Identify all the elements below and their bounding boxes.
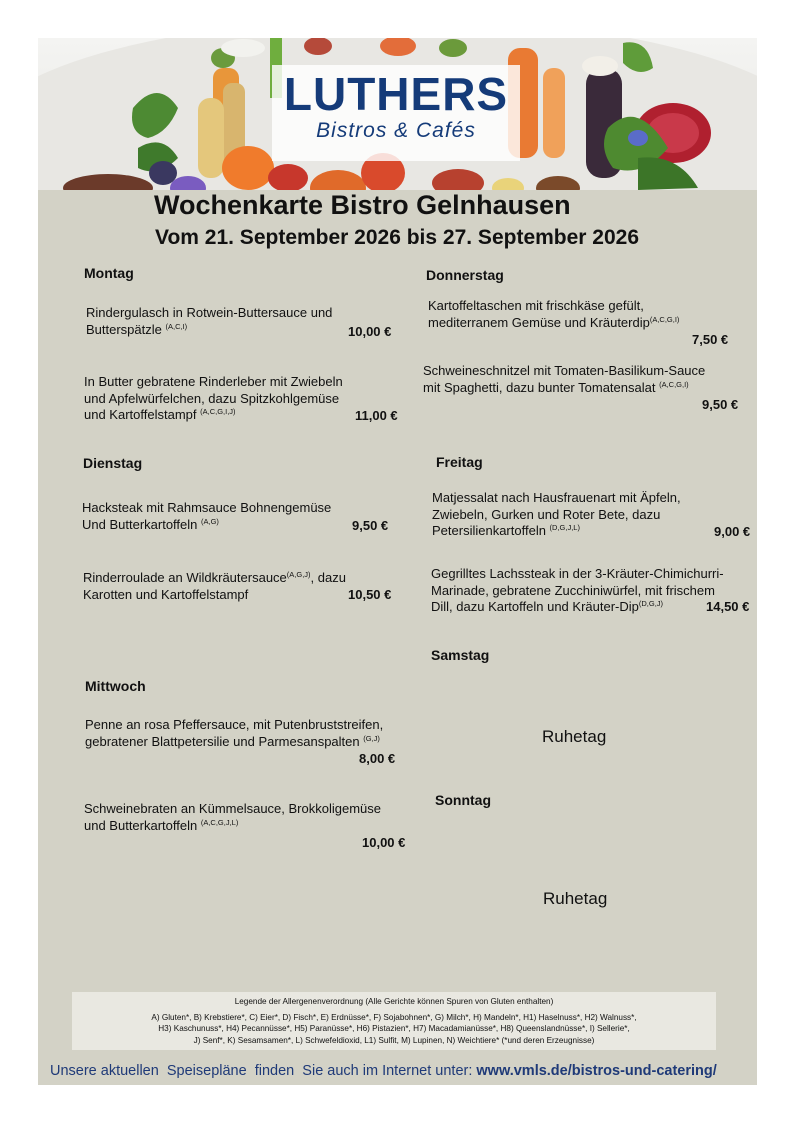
day-heading-sonntag: Sonntag	[435, 792, 491, 808]
dish-text: Gegrilltes Lachssteak in der 3-Kräuter-Chimichurri-	[431, 566, 724, 581]
allergen-codes: (G,J)	[363, 733, 380, 743]
dish-text: Zwiebeln, Gurken und Roter Bete, dazu	[432, 506, 661, 522]
dish-text: und Apfelwürfelchen, dazu Spitzkohlgemüse	[84, 390, 340, 406]
dish-text: Marinade, gebratene Zucchiniwürfel, mit frischem	[431, 582, 715, 598]
legend-line: H3) Kaschunuss*, H4) Pecannüsse*, H5) Paranüsse*, H6) Pistazien*, H7) Macadamianüsse*, H8) Queenslandnüsse*, I) Sellerie*,	[158, 1024, 630, 1033]
allergen-legend	[72, 992, 716, 1050]
website-link[interactable]: www.vmls.de/bistros-und-catering/	[476, 1063, 717, 1079]
dish-dienstag-2	[83, 570, 346, 603]
legend-line: J) Senf*, K) Sesamsamen*, L) Schwefeldioxid, L1) Sulfit, M) Lupinen, N) Weichtiere* (*und deren Erzeugnisse)	[193, 1035, 595, 1045]
dish-text: gebratener Blattpetersilie und Parmesanspalten	[85, 733, 364, 749]
day-heading-freitag: Freitag	[436, 454, 483, 470]
day-heading-montag: Montag	[84, 265, 134, 281]
allergen-codes: (A,C,G,I)	[649, 314, 680, 324]
dish-freitag-1	[432, 490, 681, 540]
dish-montag-1	[86, 305, 332, 338]
dish-text: Hacksteak mit Rahmsauce Bohnengemüse	[82, 500, 332, 515]
day-heading-mittwoch: Mittwoch	[85, 678, 146, 694]
legend-line: A) Gluten*, B) Krebstiere*, C) Eier*, D) Fisch*, E) Erdnüsse*, F) Sojabohnen*, G) Milch*, H) Mandeln*, H1) Haselnuss*, H2) Walnuss*,	[151, 1012, 637, 1022]
allergen-codes: (D,G,J)	[638, 599, 664, 608]
dish-mittwoch-2	[84, 801, 381, 834]
allergen-codes: (A,G)	[201, 516, 219, 526]
price: 8,00 €	[359, 751, 396, 766]
allergen-codes: (A,C,G,J,L)	[200, 817, 239, 827]
dish-donnerstag-1	[428, 298, 679, 331]
dish-text: mediterranem Gemüse und Kräuterdip	[428, 314, 650, 330]
dish-freitag-2	[431, 566, 724, 616]
allergen-codes: (A,C,G,I)	[659, 379, 689, 389]
price: 10,50 €	[348, 587, 392, 602]
price: 7,50 €	[692, 332, 729, 347]
logo-box	[272, 65, 520, 161]
dish-text: Butterspätzle	[86, 321, 166, 337]
dish-text: Matjessalat nach Hausfrauenart mit Äpfeln,	[432, 490, 681, 505]
dish-dienstag-1	[82, 500, 331, 533]
dish-text: , dazu	[310, 570, 346, 585]
dish-text: und Kartoffelstampf	[84, 407, 201, 422]
dish-text: Und Butterkartoffeln	[82, 516, 201, 532]
dish-text: mit Spaghetti, dazu bunter Tomatensalat	[423, 379, 660, 395]
day-heading-donnerstag: Donnerstag	[426, 267, 504, 283]
price: 9,50 €	[702, 397, 739, 412]
dish-text: Kartoffeltaschen mit frischkäse gefült,	[428, 298, 644, 313]
dish-text: Karotten und Kartoffelstampf	[83, 586, 249, 602]
rest-day-samstag: Ruhetag	[542, 727, 607, 746]
dish-text: Rinderroulade an Wildkräutersauce	[83, 570, 287, 585]
rest-day-sonntag: Ruhetag	[543, 889, 608, 908]
day-heading-dienstag: Dienstag	[83, 455, 143, 471]
allergen-codes: (D,G,J,L)	[549, 523, 580, 532]
price: 9,00 €	[714, 524, 751, 539]
price: 10,00 €	[362, 835, 406, 850]
dish-text: In Butter gebratene Rinderleber mit Zwiebeln	[84, 374, 343, 389]
legend-title: Legende der Allergenenverordnung (Alle Gerichte können Spuren von Gluten enthalten)	[234, 997, 554, 1006]
allergen-codes: (A,G,J)	[286, 570, 311, 579]
price: 11,00 €	[355, 408, 398, 423]
dish-text: Schweineschnitzel mit Tomaten-Basilikum-Sauce	[423, 363, 706, 378]
price: 14,50 €	[706, 599, 750, 614]
footer-text: Unsere aktuellen Speisepläne finden Sie auch im Internet unter:	[50, 1063, 477, 1079]
dish-text: Rindergulasch in Rotwein-Buttersauce und	[86, 305, 333, 320]
dish-text: Petersilienkartoffeln	[432, 523, 550, 538]
menu-date-range: Vom 21. September 2026 bis 27. September 2026	[155, 226, 640, 249]
dish-text: und Butterkartoffeln	[84, 817, 201, 833]
logo-tagline: Bistros & Cafés	[316, 119, 476, 142]
dish-donnerstag-2	[423, 363, 705, 396]
footer-note	[50, 1063, 717, 1079]
allergen-codes: (A,C,I)	[165, 321, 188, 331]
logo-wordmark: LUTHERS	[283, 68, 509, 120]
allergen-codes: (A,C,G,I,J)	[200, 407, 236, 416]
dish-text: Penne an rosa Pfeffersauce, mit Putenbruststreifen,	[85, 717, 384, 732]
dish-montag-2	[84, 374, 343, 424]
price: 9,50 €	[352, 518, 389, 533]
dish-mittwoch-1	[85, 717, 383, 750]
menu-title: Wochenkarte Bistro Gelnhausen	[154, 190, 571, 220]
price: 10,00 €	[348, 324, 392, 339]
dish-text: Schweinebraten an Kümmelsauce, Brokkoligemüse	[84, 801, 381, 816]
dish-text: Dill, dazu Kartoffeln und Kräuter-Dip	[431, 599, 639, 614]
day-heading-samstag: Samstag	[431, 647, 490, 663]
